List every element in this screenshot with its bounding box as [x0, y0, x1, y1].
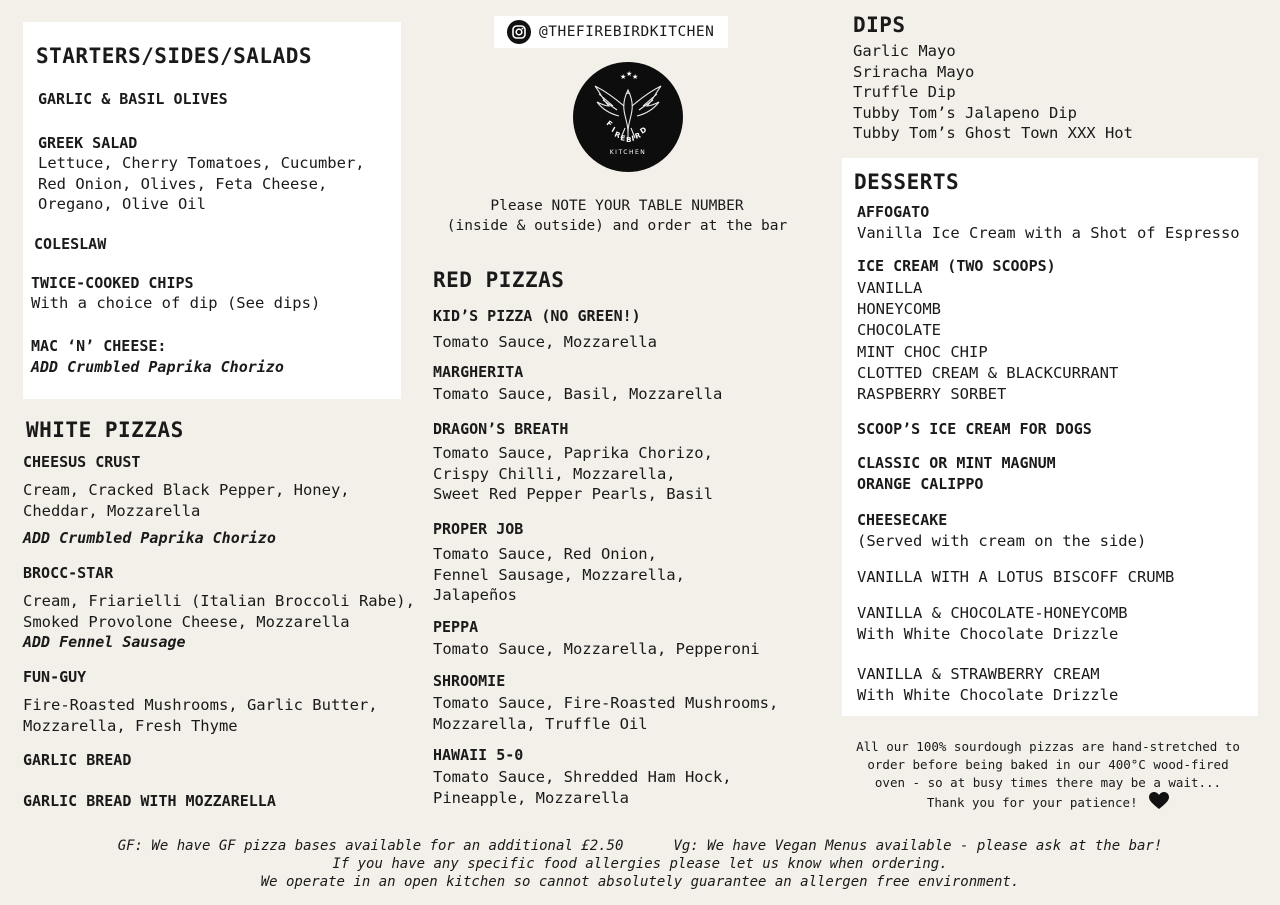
- peppa-title: PEPPA: [433, 618, 479, 636]
- svg-text:★: ★: [632, 73, 639, 81]
- margherita-desc: Tomato Sauce, Basil, Mozzarella: [433, 385, 723, 403]
- chips-title: TWICE-COOKED CHIPS: [31, 274, 194, 292]
- table-number-note: Please NOTE YOUR TABLE NUMBER (inside & outside) and order at the bar: [446, 198, 788, 234]
- mac-cheese-title: MAC ‘N’ CHEESE:: [31, 337, 167, 355]
- calippo-title: ORANGE CALIPPO: [857, 475, 984, 493]
- ice-cream-title: ICE CREAM (TWO SCOOPS): [857, 257, 1056, 275]
- cheesecake-chocolate: VANILLA & CHOCOLATE-HONEYCOMB: [857, 604, 1128, 622]
- hawaii-title: HAWAII 5-0: [433, 746, 524, 764]
- dip-item: Truffle Dip: [853, 83, 956, 101]
- flavour-item: VANILLA: [857, 279, 923, 297]
- garlic-bread-title: GARLIC BREAD: [23, 751, 132, 769]
- svg-text:I: I: [630, 133, 635, 143]
- desserts-heading: DESSERTS: [854, 170, 960, 194]
- flavour-item: CHOCOLATE: [857, 321, 941, 340]
- dip-item: Tubby Tom’s Ghost Town XXX Hot: [853, 124, 1133, 142]
- flavour-item: HONEYCOMB: [857, 300, 941, 319]
- cheesecake-strawberry-desc: With White Chocolate Drizzle: [857, 686, 1119, 704]
- svg-text:KITCHEN: KITCHEN: [609, 149, 647, 156]
- margherita-title: MARGHERITA: [433, 363, 524, 381]
- shroomie-desc: Tomato Sauce, Fire-Roasted Mushrooms, Mozzarella, Truffle Oil: [433, 694, 779, 733]
- cheesus-title: CHEESUS CRUST: [23, 453, 141, 471]
- fungi-title: FUN-GUY: [23, 668, 87, 686]
- gf-note: GF: We have GF pizza bases available for an additional £2.50: [117, 838, 624, 854]
- kids-pizza-desc: Tomato Sauce, Mozzarella: [433, 333, 657, 351]
- dip-item: Garlic Mayo: [853, 42, 956, 60]
- affogato-desc: Vanilla Ice Cream with a Shot of Espresso: [857, 224, 1240, 242]
- dips-list: [853, 41, 1133, 144]
- svg-text:★: ★: [620, 73, 627, 81]
- dips-heading: DIPS: [853, 13, 906, 37]
- cheesecake-title: CHEESECAKE: [857, 511, 948, 529]
- brocc-desc: Cream, Friarielli (Italian Broccoli Rabe), Smoked Provolone Cheese, Mozzarella: [23, 592, 415, 631]
- cheesecake-note: (Served with cream on the side): [857, 532, 1147, 550]
- greek-salad-title: GREEK SALAD: [38, 134, 138, 152]
- starters-heading: STARTERS/SIDES/SALADS: [36, 44, 313, 68]
- svg-text:★: ★: [626, 70, 633, 78]
- cheesecake-lotus: VANILLA WITH A LOTUS BISCOFF CRUMB: [857, 568, 1175, 586]
- kids-pizza-title: KID’S PIZZA (NO GREEN!): [433, 307, 641, 325]
- brocc-add: ADD Fennel Sausage: [23, 633, 186, 651]
- svg-text:F: F: [604, 118, 615, 129]
- flavour-item: MINT CHOC CHIP: [857, 342, 988, 361]
- mac-cheese-add: ADD Crumbled Paprika Chorizo: [31, 358, 284, 376]
- magnum-title: CLASSIC OR MINT MAGNUM: [857, 454, 1056, 472]
- kitchen-note: We operate in an open kitchen so cannot absolutely guarantee an allergen free environment.: [260, 874, 1020, 890]
- svg-text:E: E: [619, 133, 627, 143]
- dog-ice-cream-title: SCOOP’S ICE CREAM FOR DOGS: [857, 420, 1092, 438]
- svg-text:I: I: [610, 124, 617, 135]
- cheesecake-strawberry: VANILLA & STRAWBERRY CREAM: [857, 665, 1100, 683]
- shroomie-title: SHROOMIE: [433, 672, 506, 690]
- white-pizzas-heading: WHITE PIZZAS: [26, 418, 184, 442]
- cheesus-add: ADD Crumbled Paprika Chorizo: [23, 529, 276, 547]
- proper-job-desc: Tomato Sauce, Red Onion, Fennel Sausage, Mozzarella, Jalapeños: [433, 545, 685, 604]
- firebird-logo: [573, 62, 683, 172]
- hawaii-desc: Tomato Sauce, Shredded Ham Hock, Pineapple, Mozzarella: [433, 768, 732, 807]
- instagram-handle-box[interactable]: [494, 16, 728, 48]
- dragons-breath-title: DRAGON’S BREATH: [433, 420, 569, 438]
- flavour-item: CLOTTED CREAM & BLACKCURRANT: [857, 363, 1119, 382]
- svg-text:B: B: [626, 135, 632, 144]
- svg-text:D: D: [638, 124, 649, 136]
- heart-icon: [1149, 792, 1169, 815]
- dip-item: Sriracha Mayo: [853, 62, 975, 81]
- svg-text:R: R: [613, 129, 622, 140]
- chips-desc: With a choice of dip (See dips): [31, 294, 321, 312]
- proper-job-title: PROPER JOB: [433, 520, 524, 538]
- greek-salad-desc: Lettuce, Cherry Tomatoes, Cucumber, Red Onion, Olives, Feta Cheese, Oregano, Olive Oil: [38, 154, 365, 213]
- coleslaw-title: COLESLAW: [34, 235, 107, 253]
- cheesus-desc: Cream, Cracked Black Pepper, Honey, Cheddar, Mozzarella: [23, 481, 350, 520]
- garlic-bread-mozz-title: GARLIC BREAD WITH MOZZARELLA: [23, 792, 276, 810]
- vegan-note: Vg: We have Vegan Menus available - please ask at the bar!: [673, 838, 1163, 854]
- ice-cream-flavours: [857, 278, 1118, 405]
- dip-item: Tubby Tom’s Jalapeno Dip: [853, 103, 1077, 122]
- affogato-title: AFFOGATO: [857, 203, 930, 221]
- cheesecake-chocolate-desc: With White Chocolate Drizzle: [857, 625, 1119, 643]
- dragons-breath-desc: Tomato Sauce, Paprika Chorizo, Crispy Chilli, Mozzarella, Sweet Red Pepper Pearls, Basil: [433, 444, 713, 503]
- red-pizzas-heading: RED PIZZAS: [433, 268, 565, 292]
- brocc-title: BROCC-STAR: [23, 564, 114, 582]
- flavour-item: RASPBERRY SORBET: [857, 385, 1007, 404]
- svg-text:R: R: [633, 130, 642, 141]
- fungi-desc: Fire-Roasted Mushrooms, Garlic Butter, Mozzarella, Fresh Thyme: [23, 696, 378, 735]
- sourdough-note: All our 100% sourdough pizzas are hand-stretched to order before being baked in our 400°C wood-fired oven - so at busy times there may be a wait... Thank you for your patience!: [846, 738, 1250, 815]
- allergy-note: If you have any specific food allergies please let us know when ordering.: [332, 856, 948, 872]
- allergen-footer: [0, 837, 1280, 891]
- olives-title: GARLIC & BASIL OLIVES: [38, 90, 228, 108]
- instagram-icon: [507, 20, 531, 44]
- peppa-desc: Tomato Sauce, Mozzarella, Pepperoni: [433, 640, 760, 658]
- instagram-handle: @THEFIREBIRDKITCHEN: [539, 24, 715, 40]
